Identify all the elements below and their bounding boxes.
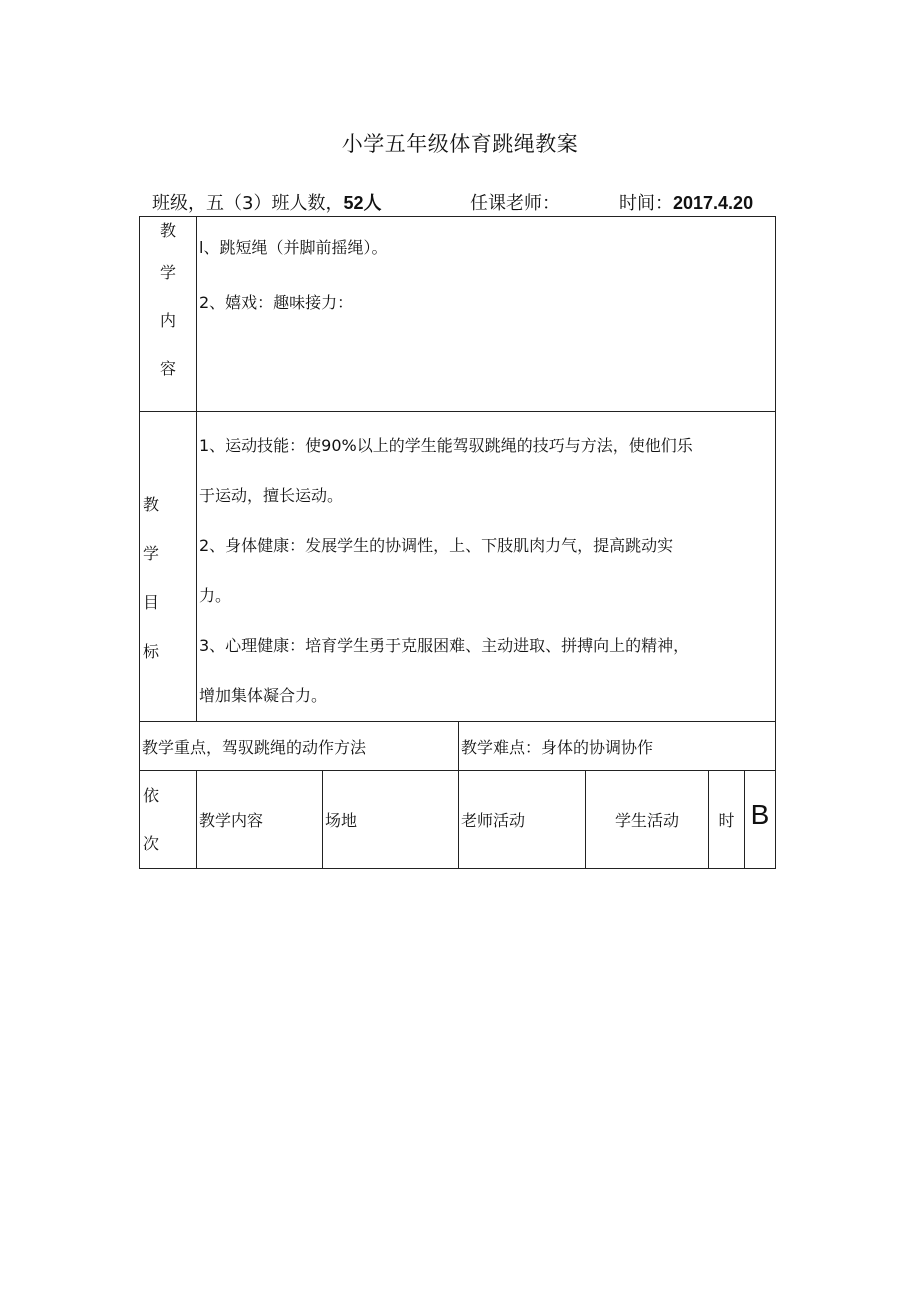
student-activity-header: 学生活动 xyxy=(586,771,709,869)
difficulty: 教学难点：身体的协调协作 xyxy=(459,722,776,771)
content-label xyxy=(140,217,197,412)
lesson-plan-table xyxy=(139,216,776,869)
label-char: 学 xyxy=(159,263,176,282)
goal-line: 3、心理健康：培育学生勇于克服困难、主动进取、拼搏向上的精神， xyxy=(199,636,690,655)
goal-line: 1、运动技能：使90%以上的学生能驾驭跳绳的技巧与方法，使他们乐 xyxy=(199,436,693,455)
order-char: 依 xyxy=(143,785,160,805)
order-char: 次 xyxy=(143,833,160,853)
time-info xyxy=(619,189,753,215)
document-title: 小学五年级体育跳绳教案 xyxy=(341,132,579,156)
content-row xyxy=(140,217,776,412)
key-row xyxy=(140,722,776,771)
time-label: 时间： xyxy=(619,193,673,214)
label-char: 学 xyxy=(143,544,160,563)
order-header xyxy=(140,771,197,869)
label-char: 目 xyxy=(143,593,160,612)
label-char: 教 xyxy=(143,495,160,514)
label-char: 容 xyxy=(159,359,176,378)
class-info xyxy=(152,189,381,215)
teacher-activity-header: 老师活动 xyxy=(459,771,586,869)
class-text: 班级，五（3）班人数， xyxy=(152,193,344,214)
teacher-label: 任课老师： xyxy=(470,193,560,214)
student-count: 52人 xyxy=(343,193,382,213)
time-value: 2017.4.20 xyxy=(673,193,754,213)
label-char: 教 xyxy=(159,221,176,240)
goal-line: 2、身体健康：发展学生的协调性，上、下肢肌肉力气，提高跳动实 xyxy=(199,536,674,555)
time-header: 时 xyxy=(709,771,745,869)
content-items xyxy=(197,217,776,412)
goal-line: 于运动，擅长运动。 xyxy=(199,486,344,505)
header-row xyxy=(140,771,776,869)
goal-lines xyxy=(197,412,776,722)
content-item: 2、嬉戏：趣味接力： xyxy=(199,293,354,312)
content-header: 教学内容 xyxy=(197,771,323,869)
label-char: 标 xyxy=(143,642,160,661)
goal-line: 力。 xyxy=(199,586,232,605)
label-char: 内 xyxy=(159,311,176,330)
goal-line: 增加集体凝合力。 xyxy=(199,686,328,705)
extra-mark: B xyxy=(750,799,770,830)
goal-row xyxy=(140,412,776,722)
key-point: 教学重点，驾驭跳绳的动作方法 xyxy=(140,722,459,771)
extra-header xyxy=(745,771,776,869)
venue-header: 场地 xyxy=(323,771,459,869)
goal-label xyxy=(140,412,197,722)
content-item: l、跳短绳（并脚前摇绳）。 xyxy=(199,238,388,257)
